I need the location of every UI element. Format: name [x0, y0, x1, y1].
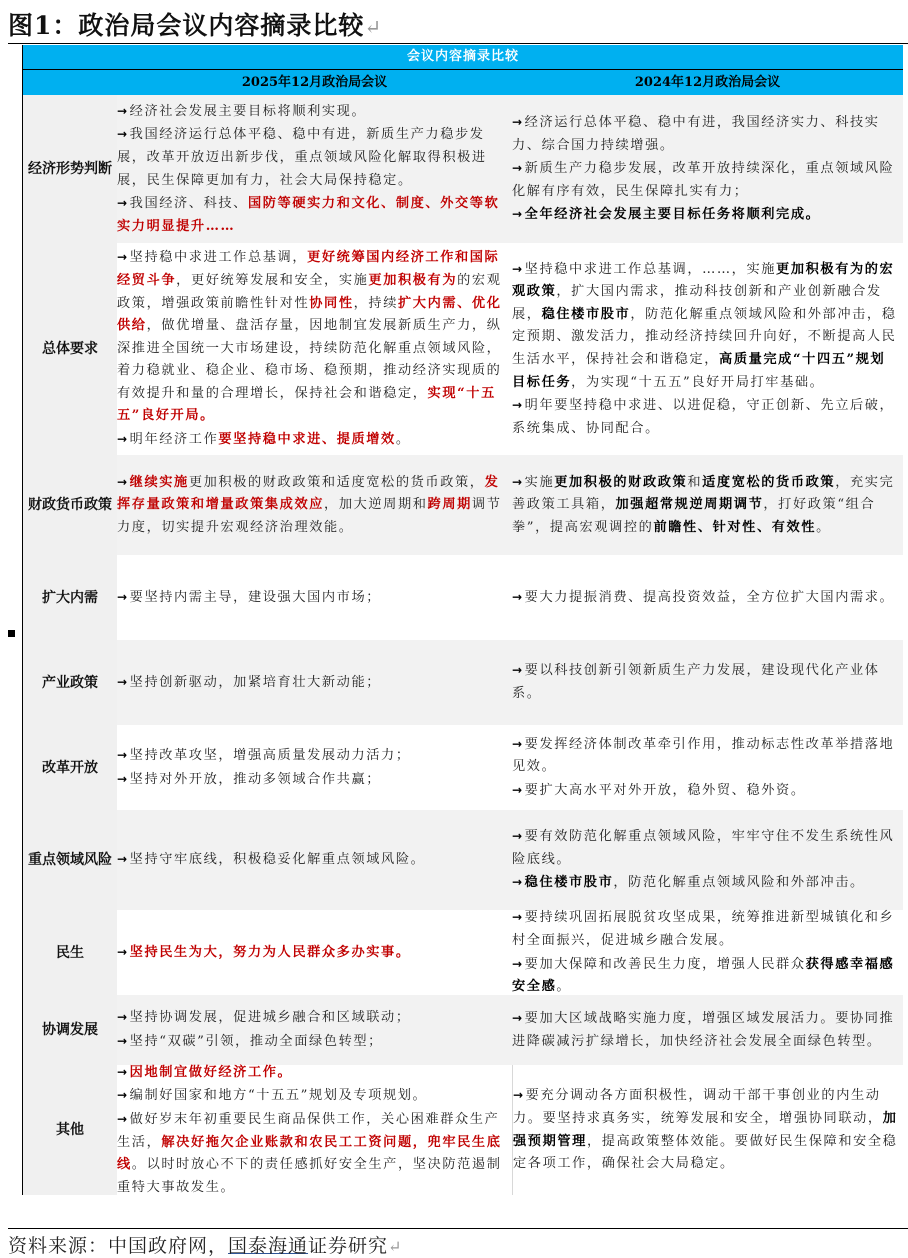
- text-segment: 坚持改革攻坚，增强高质量发展动力活力；: [129, 747, 411, 763]
- cell-2024: [512, 555, 903, 640]
- table-body: [23, 95, 903, 1195]
- bullet-paragraph: [117, 123, 508, 192]
- arrow-bullet-icon: →: [512, 474, 524, 489]
- highlight-red-text: 更好统筹国内经济工作和国际经贸斗争: [117, 250, 500, 288]
- bold-text: 高质量完成“十四五”规划目标任务: [512, 352, 886, 390]
- text-segment: 明年要坚持稳中求进、以进促稳，守正创新、先立后破，系统集成、协同配合。: [512, 398, 895, 436]
- arrow-bullet-icon: →: [512, 956, 524, 971]
- bold-text: 稳住楼市股市: [524, 875, 614, 891]
- arrow-bullet-icon: →: [512, 736, 524, 751]
- text-segment: 经济社会发展主要目标将顺利实现。: [129, 103, 367, 119]
- bullet-paragraph: [512, 779, 899, 803]
- cell-2024: [512, 243, 903, 455]
- text-segment: 。以时时放心不下的责任感抓好安全生产，坚决防范遏制重特大事故发生。: [117, 1157, 502, 1195]
- highlight-red-text: 协同性: [309, 295, 354, 311]
- cell-2024: [512, 725, 903, 810]
- bullet-paragraph: [117, 1084, 508, 1108]
- arrow-bullet-icon: →: [117, 1064, 129, 1079]
- cell-2025: [117, 555, 512, 640]
- table-row: [23, 95, 903, 243]
- highlight-red-text: 要坚持稳中求进、提质增效: [218, 432, 396, 448]
- table-row: [23, 243, 903, 455]
- text-segment: 我国经济、科技、: [129, 196, 248, 212]
- bullet-paragraph: [117, 671, 508, 695]
- arrow-bullet-icon: →: [512, 161, 524, 176]
- bottom-divider: [8, 1228, 908, 1229]
- bullet-paragraph: [117, 1030, 508, 1054]
- text-segment: ，防范化解重点领域风险和外部冲击，稳定预期、激发活力，推动经济持续回升向好，不断提高人民生活水平，保持社会和谐稳定，: [512, 306, 897, 367]
- bullet-paragraph: [117, 768, 508, 792]
- text-segment: 。: [556, 979, 572, 995]
- cell-2024: [512, 640, 903, 725]
- arrow-bullet-icon: →: [117, 944, 129, 959]
- row-label: 财政货币政策: [23, 455, 117, 555]
- bullet-paragraph: [512, 1007, 899, 1053]
- text-segment: 要加大保障和改善民生力度，增强人民群众: [524, 956, 806, 972]
- square-bullet-icon: [8, 630, 15, 637]
- highlight-red-text: 跨周期: [427, 497, 472, 513]
- bold-text: 前瞻性、针对性、有效性: [653, 519, 817, 535]
- arrow-bullet-icon: →: [512, 589, 524, 604]
- text-segment: 要大力提振消费、提高投资效益，全方位扩大国内需求。: [524, 589, 895, 605]
- highlight-red-text: 因地制宜做好经济工作。: [129, 1064, 293, 1080]
- bold-text: 获得感幸福感安全感: [512, 956, 895, 995]
- arrow-bullet-icon: →: [117, 771, 129, 786]
- highlight-red-text: 国防等硬实力和文化、制度、外交等软实力明显提升……: [117, 196, 500, 234]
- table-row: [23, 640, 903, 725]
- text-segment: ，加大逆周期和: [324, 497, 428, 513]
- arrow-bullet-icon: →: [117, 1088, 129, 1103]
- row-label: 产业政策: [23, 640, 117, 725]
- arrow-bullet-icon: →: [117, 1010, 129, 1025]
- top-divider: [8, 43, 908, 44]
- bold-text: 全年经济社会发展主要目标任务将顺利完成。: [524, 207, 821, 223]
- arrow-bullet-icon: →: [117, 250, 129, 265]
- text-segment: ，扩大国内需求，推动科技创新和产业创新融合发展，: [512, 284, 882, 322]
- table-row: [23, 555, 903, 640]
- bullet-paragraph: [512, 157, 899, 203]
- row-label: 扩大内需: [23, 555, 117, 640]
- cell-2025: [117, 910, 512, 995]
- arrow-bullet-icon: →: [117, 432, 129, 447]
- text-segment: 编制好国家和地方“十五五”规划及专项规划。: [129, 1088, 428, 1104]
- bullet-paragraph: [117, 941, 508, 965]
- arrow-bullet-icon: →: [117, 196, 129, 211]
- text-segment: ，做优增量、盘活存量，因地制宜发展新质生产力，纵深推进全国统一大市场建设，持续防范化解重点领域风险，着力稳就业、稳企业、稳市场、稳预期，推动经济实现质的有效提升和量的合理增长，保持社会和谐稳定，: [117, 318, 502, 401]
- bullet-paragraph: [117, 100, 508, 124]
- arrow-bullet-icon: →: [117, 674, 129, 689]
- cell-2025: [117, 725, 512, 810]
- cell-2024: [512, 95, 903, 243]
- text-segment: 坚持对外开放，推动多领域合作共赢；: [129, 771, 382, 787]
- text-segment: ，防范化解重点领域风险和外部冲击。: [613, 875, 865, 891]
- source-prefix: 资料来源：中国政府网，: [8, 1235, 229, 1257]
- text-segment: 要充分调动各方面积极性，调动干部干事创业的内生动力。要坚持求真务实，统筹发展和安全，增强协同联动，: [513, 1088, 883, 1126]
- highlight-red-text: 更加积极有为: [368, 272, 458, 288]
- row-label: 改革开放: [23, 725, 117, 810]
- arrow-bullet-icon: →: [512, 1010, 524, 1025]
- bullet-paragraph: [512, 586, 899, 610]
- arrow-bullet-icon: →: [512, 663, 524, 678]
- bullet-paragraph: [512, 871, 899, 895]
- bullet-paragraph: [512, 906, 899, 952]
- bullet-paragraph: [117, 192, 508, 238]
- table-row: [23, 995, 903, 1065]
- highlight-red-text: 继续实施: [129, 474, 189, 490]
- text-segment: 。: [395, 432, 411, 448]
- table-row: [23, 910, 903, 995]
- text-segment: 坚持稳中求进工作总基调，: [129, 250, 308, 266]
- text-segment: ，为实现“十五五”良好开局打牢基础。: [571, 374, 825, 390]
- row-label: 总体要求: [23, 243, 117, 455]
- arrow-bullet-icon: →: [512, 398, 524, 413]
- text-segment: 坚持创新驱动，加紧培育壮大新动能；: [129, 674, 382, 690]
- bullet-paragraph: [117, 428, 508, 452]
- text-segment: 坚持协调发展，促进城乡融合和区域联动；: [129, 1010, 411, 1026]
- text-segment: 经济运行总体平稳、稳中有进，我国经济实力、科技实力、综合国力持续增强。: [512, 115, 880, 153]
- arrow-bullet-icon: →: [117, 852, 129, 867]
- arrow-bullet-icon: →: [512, 829, 524, 844]
- bullet-paragraph: [512, 659, 899, 705]
- arrow-bullet-icon: →: [117, 127, 129, 142]
- bullet-paragraph: [512, 394, 899, 440]
- text-segment: 更加积极的财政政策和适度宽松的货币政策，: [188, 474, 485, 490]
- bullet-paragraph: [513, 1084, 899, 1175]
- arrow-bullet-icon: →: [117, 103, 129, 118]
- highlight-red-text: 发挥存量政策和增量政策集成效应: [117, 474, 500, 513]
- column-header-category: [23, 70, 117, 95]
- bullet-paragraph: [512, 825, 899, 871]
- row-label: 其他: [23, 1065, 117, 1195]
- bold-text: 稳住楼市股市: [541, 306, 631, 322]
- cell-2024: [512, 910, 903, 995]
- figure-title: [8, 6, 382, 42]
- bullet-paragraph: [512, 258, 899, 395]
- text-segment: 我国经济运行总体平稳、稳中有进，新质生产力稳步发展，改革开放迈出新步伐，重点领域风险化解取得积极进展，民生保障更加有力，社会大局保持稳定。: [117, 127, 487, 188]
- arrow-bullet-icon: →: [512, 910, 524, 925]
- cell-2025: [117, 640, 512, 725]
- bullet-paragraph: [117, 246, 508, 428]
- row-label: 重点领域风险: [23, 810, 117, 910]
- text-segment: 坚持守牢底线，积极稳妥化解重点领域风险。: [129, 852, 426, 868]
- return-mark-icon: ↵: [388, 1237, 403, 1256]
- bullet-paragraph: [512, 953, 899, 999]
- return-mark-icon: ↵: [364, 15, 383, 39]
- text-segment: 坚持“双碳”引领，推动全面绿色转型；: [129, 1034, 383, 1049]
- bold-text: 适度宽松的货币政策: [702, 474, 836, 490]
- text-segment: 要以科技创新引领新质生产力发展，建设现代化产业体系。: [512, 663, 880, 701]
- source-suffix: 证券研究: [308, 1235, 389, 1257]
- bullet-paragraph: [117, 848, 508, 872]
- figure-title-text: 图1：政治局会议内容摘录比较: [8, 11, 365, 40]
- highlight-red-text: 坚持民生为大，努力为人民群众多办实事。: [129, 944, 411, 960]
- arrow-bullet-icon: →: [512, 115, 524, 130]
- arrow-bullet-icon: →: [117, 589, 129, 604]
- bullet-paragraph: [117, 1061, 508, 1085]
- row-label: 经济形势判断: [23, 95, 117, 243]
- arrow-bullet-icon: →: [117, 1111, 129, 1126]
- text-segment: ，提高政策整体效能。要做好民生保障和安全稳定各项工作，确保社会大局稳定。: [513, 1133, 898, 1172]
- bold-text: 加强超常规逆周期调节: [615, 497, 764, 513]
- highlight-red-text: 扩大内需、优化供给: [117, 295, 502, 334]
- text-segment: 要有效防范化解重点领域风险，牢牢守住不发生系统性风险底线。: [512, 829, 895, 867]
- bullet-paragraph: [117, 1108, 508, 1199]
- text-segment: 的宏观政策，增强政策前瞻性针对性: [117, 272, 502, 311]
- cell-2025: [117, 243, 512, 455]
- cell-2025: [117, 455, 512, 555]
- table-header-title: 会议内容摘录比较: [23, 45, 903, 70]
- text-segment: 要扩大高水平对外开放，稳外贸、稳外资。: [524, 782, 806, 798]
- row-label: 民生: [23, 910, 117, 995]
- cell-2025: [117, 810, 512, 910]
- arrow-bullet-icon: →: [512, 261, 524, 276]
- bullet-paragraph: [117, 471, 508, 540]
- arrow-bullet-icon: →: [117, 474, 129, 489]
- text-segment: 要加大区域战略实施力度，增强区域发展活力。要协同推进降碳减污扩绿增长，加快经济社会发展全面绿色转型。: [512, 1010, 895, 1049]
- highlight-red-text: 实现“十五五”良好开局。: [117, 385, 496, 424]
- text-segment: 实施: [524, 474, 555, 490]
- text-segment: 和: [687, 474, 703, 490]
- cell-2024: [512, 1065, 903, 1195]
- arrow-bullet-icon: →: [512, 207, 524, 222]
- arrow-bullet-icon: →: [513, 1088, 525, 1103]
- table-row: [23, 810, 903, 910]
- text-segment: 坚持稳中求进工作总基调，……，实施: [524, 261, 777, 277]
- table-row: [23, 1065, 903, 1195]
- bold-text: 加强预期管理: [513, 1110, 898, 1149]
- text-segment: 。: [816, 519, 831, 535]
- text-segment: ，更好统筹发展和安全，实施: [176, 272, 369, 288]
- arrow-bullet-icon: →: [512, 875, 524, 890]
- table-row: [23, 725, 903, 810]
- text-segment: 要坚持内需主导，建设强大国内市场；: [129, 589, 382, 605]
- bullet-paragraph: [117, 586, 508, 610]
- table-column-headers: [23, 70, 903, 95]
- text-segment: 调节力度，切实提升宏观经济治理效能。: [117, 497, 502, 535]
- cell-2025: [117, 995, 512, 1065]
- bold-text: 更加积极的财政政策: [554, 474, 688, 490]
- bullet-paragraph: [512, 471, 899, 540]
- cell-2024: [512, 455, 903, 555]
- text-segment: ，打好政策“组合拳”，提高宏观调控的: [512, 497, 876, 535]
- column-header-2025: 2025年12月政治局会议: [241, 75, 388, 90]
- bold-text: 更加积极有为的宏观政策: [512, 261, 895, 300]
- arrow-bullet-icon: →: [117, 1034, 129, 1048]
- cell-2025: [117, 95, 512, 243]
- text-segment: 明年经济工作: [129, 432, 219, 448]
- bullet-paragraph: [512, 111, 899, 157]
- comparison-table: [22, 45, 903, 1195]
- text-segment: ，持续: [353, 295, 398, 311]
- arrow-bullet-icon: →: [512, 782, 524, 797]
- source-link[interactable]: 国泰海通: [228, 1235, 309, 1257]
- bullet-paragraph: [512, 203, 899, 227]
- text-segment: 要发挥经济体制改革牵引作用，推动标志性改革举措落地见效。: [512, 736, 895, 775]
- text-segment: 要持续巩固拓展脱贫攻坚成果，统筹推进新型城镇化和乡村全面振兴，促进城乡融合发展。: [512, 910, 895, 948]
- cell-2024: [512, 810, 903, 910]
- cell-2024: [512, 995, 903, 1065]
- table-row: [23, 455, 903, 555]
- text-segment: 新质生产力稳步发展，改革开放持续深化，重点领域风险化解有序有效，民生保障扎实有力；: [512, 161, 895, 199]
- text-segment: ，充实完善政策工具箱，: [512, 474, 895, 513]
- highlight-red-text: 解决好拖欠企业账款和农民工工资问题，兜牢民生底线: [117, 1134, 502, 1173]
- bullet-paragraph: [117, 744, 508, 768]
- arrow-bullet-icon: →: [117, 747, 129, 762]
- bullet-paragraph: [512, 733, 899, 779]
- cell-2025: [117, 1065, 512, 1195]
- column-header-2024: 2024年12月政治局会议: [634, 75, 781, 90]
- row-label: 协调发展: [23, 995, 117, 1065]
- text-segment: 做好岁末年初重要民生商品保供工作，关心困难群众生产生活，: [117, 1111, 500, 1150]
- bullet-paragraph: [117, 1006, 508, 1030]
